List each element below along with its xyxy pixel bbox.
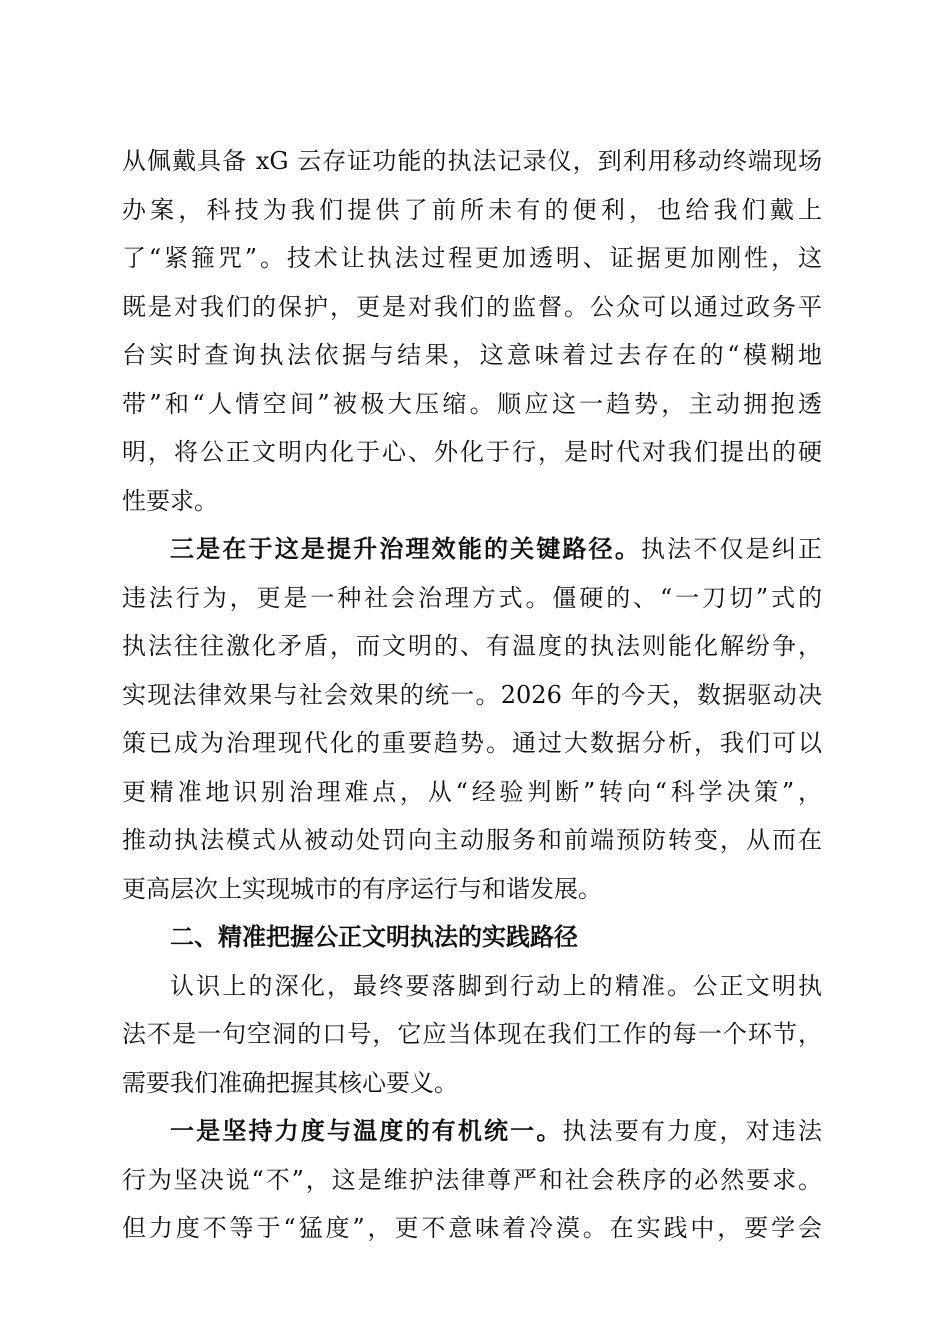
text-line: 台实时查询执法依据与结果，这意味着过去存在的“模糊地 [122,341,822,369]
text-line: 实现法律效果与社会效果的统一。2026 年的今天，数据驱动决 [122,680,822,709]
text-line: 执法往往激化矛盾，而文明的、有温度的执法则能化解纷争， [122,632,822,660]
text-line: 推动执法模式从被动处罚向主动服务和前端预防转变，从而在 [122,826,822,854]
text-line: 更精准地识别治理难点，从“经验判断”转向“科学决策”， [122,777,822,806]
document-body [122,137,822,1253]
text-line: 了“紧箍咒”。技术让执法过程更加透明、证据更加刚性，这 [122,244,822,272]
paragraph-start-line [122,1107,822,1156]
paragraph-text: 执法不仅是纠正 [641,535,822,563]
paragraph-lead-sentence: 三是在于这是提升治理效能的关键路径。 [170,534,641,563]
text-line: 性要求。 [122,486,218,515]
paragraph-start-line: 认识上的深化，最终要落脚到行动上的精准。公正文明执 [170,971,822,1000]
text-line: 办案，科技为我们提供了前所未有的便利，也给我们戴上 [122,195,822,224]
text-line: 策已成为治理现代化的重要趋势。通过大数据分析，我们可以 [122,729,822,757]
text-line: 既是对我们的保护，更是对我们的监督。公众可以通过政务平 [122,292,822,321]
text-line: 从佩戴具备 xG 云存证功能的执法记录仪，到利用移动终端现场 [122,147,822,175]
paragraph-text: 执法要有力度，对违法 [562,1117,822,1145]
text-line: 需要我们准确把握其核心要义。 [122,1068,458,1097]
text-line: 但力度不等于“猛度”，更不意味着冷漠。在实践中，要学会 [122,1214,822,1242]
text-line: 更高层次上实现城市的有序运行与和谐发展。 [122,874,602,903]
text-line: 法不是一句空洞的口号，它应当体现在我们工作的每一个环节， [122,1020,822,1048]
text-line: 违法行为，更是一种社会治理方式。僵硬的、“一刀切”式的 [122,583,822,612]
text-line: 明，将公正文明内化于心、外化于行，是时代对我们提出的硬 [122,438,822,466]
section-heading: 二、精准把握公正文明执法的实践路径 [170,923,578,951]
text-line: 行为坚决说“不”，这是维护法律尊严和社会秩序的必然要求。 [122,1165,822,1194]
paragraph-start-line [122,525,822,574]
paragraph-lead-sentence: 一是坚持力度与温度的有机统一。 [170,1116,563,1145]
text-line: 带”和“人情空间”被极大压缩。顺应这一趋势，主动拥抱透 [122,389,822,418]
